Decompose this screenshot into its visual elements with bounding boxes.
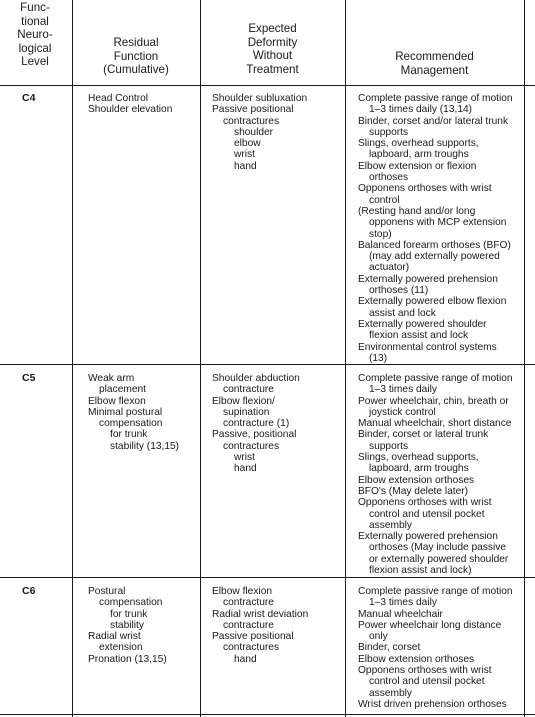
management-line: Power wheelchair, chin, breath or xyxy=(358,395,509,407)
management-line: Power wheelchair long distance xyxy=(358,619,502,631)
level-c5: C5 xyxy=(22,372,36,384)
management-line: Environmental control systems xyxy=(358,341,497,353)
column-divider xyxy=(200,0,201,717)
deformity-line: elbow xyxy=(234,138,261,150)
residual-line: Elbow flexon xyxy=(88,395,146,407)
management-line: (may add externally powered xyxy=(369,251,500,263)
header-management: Recommended Management xyxy=(395,50,474,77)
deformity-line: contracture xyxy=(223,384,274,396)
management-line: Externally powered prehension xyxy=(358,531,498,543)
management-line: flexion assist and lock) xyxy=(369,565,472,577)
management-line: Binder, corset and/or lateral trunk xyxy=(358,115,509,127)
deformity-line: contracture (1) xyxy=(223,418,290,430)
management-line: stop) xyxy=(369,228,392,240)
management-line: joystick control xyxy=(369,406,436,418)
residual-line: stability xyxy=(110,619,144,631)
deformity-line: Passive positional xyxy=(212,104,294,116)
deformity-line: shoulder xyxy=(234,126,274,138)
deformity-line: Shoulder abduction xyxy=(212,373,300,384)
deformity-c6 xyxy=(212,586,308,665)
management-line: assembly xyxy=(369,687,413,699)
column-divider xyxy=(72,0,73,717)
management-line: opponens with MCP extension xyxy=(369,217,507,229)
management-line: only xyxy=(369,631,388,643)
residual-line: Shoulder elevation xyxy=(88,104,173,116)
management-line: supports xyxy=(369,126,409,138)
header-residual: Residual Function (Cumulative) xyxy=(103,36,169,76)
residual-c6 xyxy=(88,586,167,665)
deformity-line: wrist xyxy=(234,452,255,464)
header-rule xyxy=(0,85,535,86)
management-line: orthoses xyxy=(369,172,409,184)
management-line: Elbow extension orthoses xyxy=(358,653,475,665)
management-line: orthoses (11) xyxy=(369,285,429,297)
deformity-c4 xyxy=(212,93,307,172)
level-c4: C4 xyxy=(22,92,36,104)
management-line: Opponens orthoses with wrist xyxy=(358,497,492,509)
deformity-line: contractures xyxy=(223,440,280,452)
deformity-line: contracture xyxy=(223,619,274,631)
management-line: actuator) xyxy=(369,262,410,274)
management-line: Externally powered elbow flexion xyxy=(358,296,507,308)
management-line: 1–3 times daily xyxy=(369,597,437,609)
management-line: Externally powered shoulder xyxy=(358,318,487,330)
management-line: Manual wheelchair xyxy=(358,608,443,620)
management-line: supports xyxy=(369,440,409,452)
row-rule xyxy=(0,364,535,365)
management-line: Elbow extension orthoses xyxy=(358,474,475,486)
residual-c4 xyxy=(88,93,172,116)
management-line: control and utensil pocket xyxy=(369,508,485,520)
management-line: Wrist driven prehension orthoses xyxy=(358,698,507,710)
deformity-line: Radial wrist deviation xyxy=(212,608,309,620)
level-c6: C6 xyxy=(22,585,36,597)
residual-line: Weak arm xyxy=(88,373,135,384)
residual-line: Postural xyxy=(88,586,126,597)
management-line: control xyxy=(369,194,400,206)
management-line: lapboard, arm troughs xyxy=(369,149,469,161)
deformity-c5 xyxy=(212,373,300,475)
deformity-line: hand xyxy=(234,463,257,475)
residual-c5 xyxy=(88,373,179,452)
management-line: Binder, corset xyxy=(358,642,421,654)
management-line: (Resting hand and/or long xyxy=(358,205,476,217)
residual-line: Head Control xyxy=(88,93,149,104)
residual-line: stability (13,15) xyxy=(110,440,180,452)
management-line: Opponens orthoses with wrist xyxy=(358,665,492,677)
header-deformity: Expected Deformity Without Treatment xyxy=(246,22,299,76)
management-line: Slings, overhead supports, xyxy=(358,452,479,464)
management-line: assembly xyxy=(369,519,413,531)
management-line: lapboard, arm troughs xyxy=(369,463,469,475)
deformity-line: Passive positional xyxy=(212,631,294,643)
deformity-line: contractures xyxy=(223,115,280,127)
management-line: assist and lock xyxy=(369,307,436,319)
row-rule xyxy=(0,577,535,578)
management-line: 1–3 times daily xyxy=(369,384,437,396)
management-line: Binder, corset or lateral trunk xyxy=(358,429,489,441)
management-line: orthoses (May include passive xyxy=(369,542,507,554)
residual-line: compensation xyxy=(99,418,163,430)
column-divider xyxy=(345,0,346,717)
bottom-rule xyxy=(0,714,535,715)
management-c4 xyxy=(358,93,513,364)
management-line: 1–3 times daily (13,14) xyxy=(369,104,473,116)
deformity-line: contractures xyxy=(223,642,280,654)
header-level: Func- tional Neuro- logical Level xyxy=(17,1,53,68)
management-line: flexion assist and lock xyxy=(369,330,469,342)
management-line: Complete passive range of motion xyxy=(358,373,513,384)
deformity-line: Passive, positional xyxy=(212,429,297,441)
deformity-line: Elbow flexion xyxy=(212,586,273,597)
management-c6 xyxy=(358,586,513,710)
residual-line: Radial wrist xyxy=(88,631,141,643)
deformity-line: hand xyxy=(234,160,257,172)
residual-line: placement xyxy=(99,384,147,396)
residual-line: Pronation (13,15) xyxy=(88,653,167,665)
management-line: Complete passive range of motion xyxy=(358,93,513,104)
management-line: Balanced forearm orthoses (BFO) xyxy=(358,239,511,251)
management-line: Opponens orthoses with wrist xyxy=(358,183,492,195)
deformity-line: supination xyxy=(223,406,270,418)
management-line: (13) xyxy=(369,352,388,364)
deformity-line: Elbow flexion/ xyxy=(212,395,275,407)
management-line: Slings, overhead supports, xyxy=(358,138,479,150)
management-line: BFO's (May delete later) xyxy=(358,485,469,497)
residual-line: extension xyxy=(99,642,143,654)
residual-line: compensation xyxy=(99,597,163,609)
management-line: control and utensil pocket xyxy=(369,676,485,688)
management-line: Elbow extension or flexion xyxy=(358,160,477,172)
management-line: Manual wheelchair, short distance xyxy=(358,418,512,430)
residual-line: for trunk xyxy=(110,608,148,620)
residual-line: for trunk xyxy=(110,429,148,441)
management-c5 xyxy=(358,373,513,576)
management-line: Externally powered prehension xyxy=(358,273,498,285)
management-line: Complete passive range of motion xyxy=(358,586,513,597)
deformity-line: contracture xyxy=(223,597,274,609)
residual-line: Minimal postural xyxy=(88,406,163,418)
deformity-line: hand xyxy=(234,653,257,665)
management-line: or externally powered shoulder xyxy=(369,553,509,565)
deformity-line: Shoulder subluxation xyxy=(212,93,308,104)
deformity-line: wrist xyxy=(234,149,255,161)
column-divider xyxy=(524,0,525,717)
